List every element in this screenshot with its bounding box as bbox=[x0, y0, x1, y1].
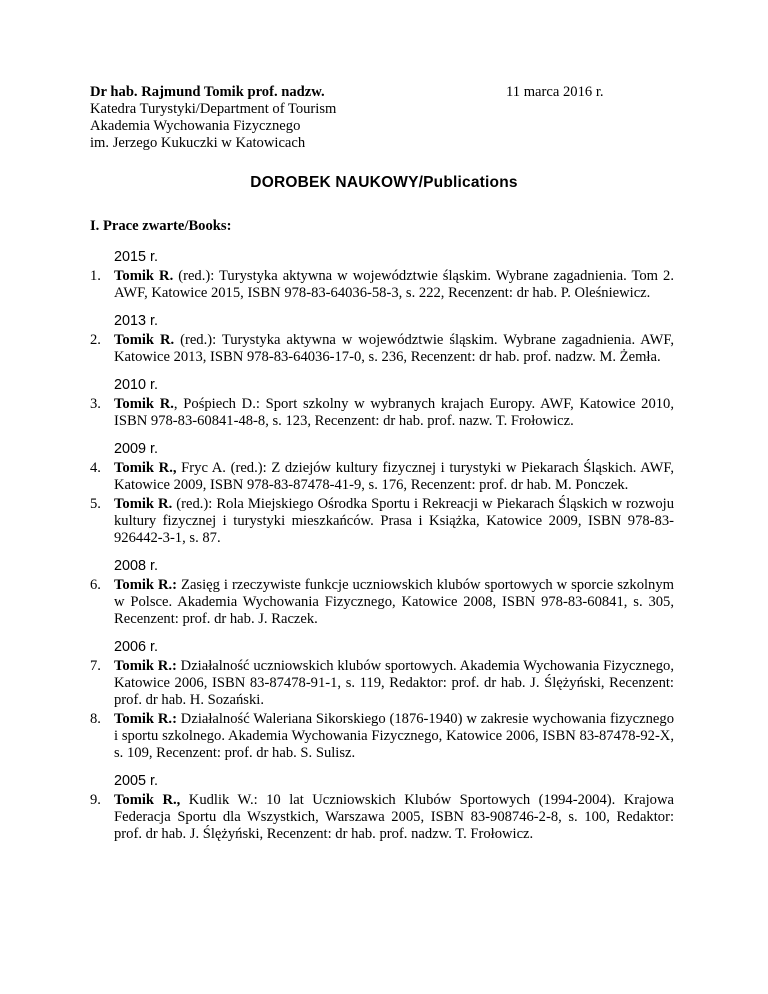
year-heading: 2006 r. bbox=[114, 639, 159, 655]
publication-entry bbox=[90, 658, 674, 709]
year-heading: 2015 r. bbox=[114, 249, 159, 265]
entry-text: (red.): Turystyka aktywna w województwie śląskim. Wybrane zagadnienia. AWF, Katowice 2013, ISBN 978-83-64036-17-0, s. 236, Recenzent: dr hab. prof. nadzw. M. Żemła. bbox=[114, 332, 675, 365]
entry-number: 7. bbox=[90, 658, 101, 674]
publication-list bbox=[90, 248, 674, 845]
year-heading: 2005 r. bbox=[114, 773, 159, 789]
year-heading: 2008 r. bbox=[114, 558, 159, 574]
publication-entry bbox=[90, 792, 674, 843]
publication-entry bbox=[90, 577, 674, 628]
entry-text: Działalność uczniowskich klubów sportowych. Akademia Wychowania Fizycznego, Katowice 2006, ISBN 83-87478-91-1, s. 119, Redaktor: prof. dr hab. J. Ślężyński, Recenzent: prof. dr hab. H. Sozański. bbox=[114, 658, 674, 708]
publication-entry bbox=[90, 496, 674, 547]
entry-number: 1. bbox=[90, 268, 101, 284]
entry-number: 9. bbox=[90, 792, 101, 808]
entry-author: Tomik R. bbox=[114, 332, 175, 348]
entry-text: Zasięg i rzeczywiste funkcje uczniowskich klubów sportowych w sporcie szkolnym w Polsce. Akademia Wychowania Fizycznego, Katowice 2008, ISBN 978-83-60841, s. 305, Recenzent: prof. dr hab. J. Raczek. bbox=[114, 577, 674, 627]
entry-author: Tomik R., bbox=[114, 792, 181, 808]
entry-author: Tomik R., bbox=[114, 460, 177, 476]
entry-number: 4. bbox=[90, 460, 101, 476]
entry-text: Działalność Waleriana Sikorskiego (1876-1940) w zakresie wychowania fizycznego i sportu szkolnego. Akademia Wychowania Fizycznego, Katowice 2006, ISBN 83-87478-92-X, s. 109, Recenzent: prof. dr hab. S. Sulisz. bbox=[114, 711, 675, 761]
publication-entry bbox=[90, 711, 674, 762]
affiliation-line: Akademia Wychowania Fizycznego bbox=[90, 118, 301, 134]
entry-text: Kudlik W.: 10 lat Uczniowskich Klubów Sportowych (1994-2004). Krajowa Federacja Sportu dla Wszystkich, Warszawa 2005, ISBN 83-908746-2-8, s. 100, Redaktor: prof. dr hab. J. Ślężyński, Recenzent: dr hab. prof. nadzw. T. Frołowicz. bbox=[114, 792, 674, 842]
publication-entry bbox=[90, 460, 674, 494]
year-heading: 2013 r. bbox=[114, 313, 159, 329]
document-title: DOROBEK NAUKOWY/Publications bbox=[250, 174, 518, 191]
affiliation-line: Katedra Turystyki/Department of Tourism bbox=[90, 101, 337, 117]
year-heading: 2010 r. bbox=[114, 377, 159, 393]
entry-text: (red.): Turystyka aktywna w województwie śląskim. Wybrane zagadnienia. Tom 2. AWF, Katowice 2015, ISBN 978-83-64036-58-3, s. 222, Recenzent: dr hab. P. Oleśniewicz. bbox=[114, 268, 674, 301]
year-heading: 2009 r. bbox=[114, 441, 159, 457]
entry-number: 3. bbox=[90, 396, 101, 412]
entry-text: Fryc A. (red.): Z dziejów kultury fizycznej i turystyki w Piekarach Śląskich. AWF, Katowice 2009, ISBN 978-83-87478-41-9, s. 176, Recenzent: prof. dr hab. M. Ponczek. bbox=[114, 460, 674, 493]
publication-entry bbox=[90, 332, 674, 366]
publication-entry bbox=[90, 396, 674, 430]
entry-author: Tomik R. bbox=[114, 396, 174, 412]
entry-text: (red.): Rola Miejskiego Ośrodka Sportu i Rekreacji w Piekarach Śląskich w rozwoju kultury fizycznej i turystyki mieszkańców. Prasa i Książka, Katowice 2009, ISBN 978-83-926442-3-1, s. 87. bbox=[114, 496, 674, 546]
entry-author: Tomik R.: bbox=[114, 711, 177, 727]
entry-number: 8. bbox=[90, 711, 101, 727]
publication-entry bbox=[90, 268, 674, 302]
entry-author: Tomik R.: bbox=[114, 658, 177, 674]
entry-number: 5. bbox=[90, 496, 101, 512]
author-name: Dr hab. Rajmund Tomik prof. nadzw. bbox=[90, 84, 325, 100]
entry-number: 2. bbox=[90, 332, 101, 348]
entry-text: , Pośpiech D.: Sport szkolny w wybranych krajach Europy. AWF, Katowice 2010, ISBN 978-83-60841-48-8, s. 123, Recenzent: dr hab. prof. nazw. T. Frołowicz. bbox=[114, 396, 674, 429]
section-heading: I. Prace zwarte/Books: bbox=[90, 218, 232, 234]
entry-author: Tomik R. bbox=[114, 496, 173, 512]
author-block bbox=[90, 84, 450, 152]
document-date: 11 marca 2016 r. bbox=[506, 84, 604, 100]
affiliation-line: im. Jerzego Kukuczki w Katowicach bbox=[90, 135, 306, 151]
entry-number: 6. bbox=[90, 577, 101, 593]
entry-author: Tomik R.: bbox=[114, 577, 178, 593]
entry-author: Tomik R. bbox=[114, 268, 174, 284]
